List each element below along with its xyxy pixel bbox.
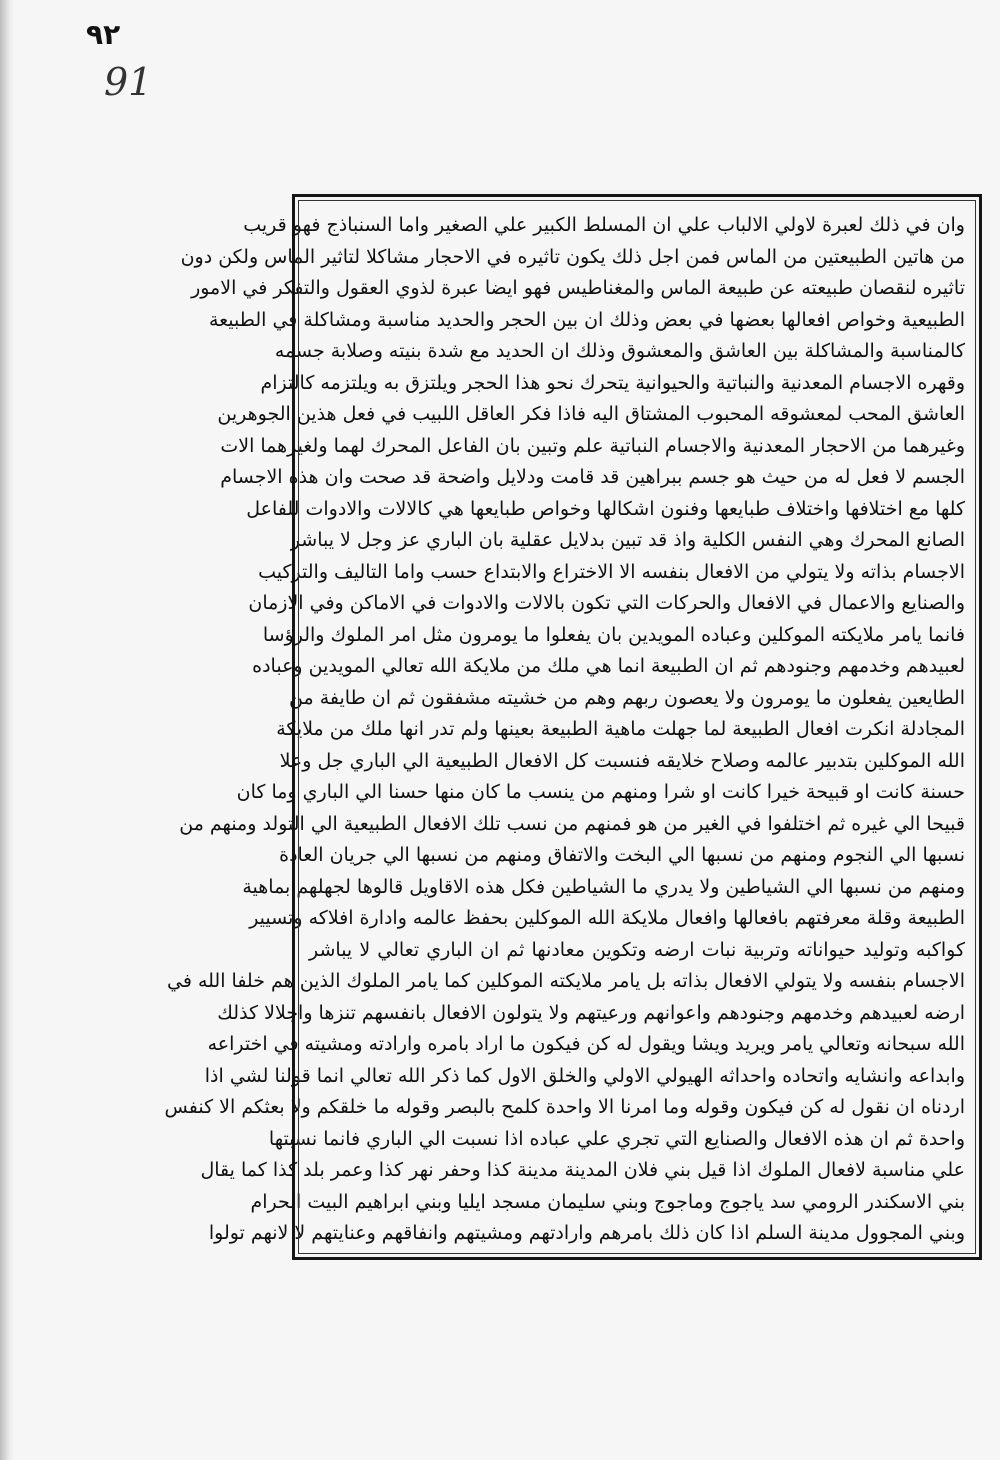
text-line-31: علي مناسبة لافعال الملوك اذا قيل بني فلان المدينة مدينة كذا وحفر نهر كذا وعمر بلد كذا كما يقال xyxy=(200,1159,965,1181)
text-line-32: بني الاسكندر الرومي سد ياجوج وماجوج وبني سليمان مسجد ايليا وبني ابراهيم البيت الحرام xyxy=(250,1190,965,1213)
text-line-13: والصنايع والاعمال في الافعال والحركات التي تكون بالالات والادوات في الاماكن وفي الازمان xyxy=(248,592,965,614)
text-line-12: الاجسام بذاته ولا يتولي من الافعال بنفسه الا الاختراع والابتداع حسب واما التاليف والتركيب xyxy=(258,560,965,583)
text-line-11: الصانع المحرك وهي النفس الكلية واذ قد تبين بدلايل عقلية بان الباري عز وجل لا يباشر xyxy=(290,529,965,551)
folio-number-latin: 91 xyxy=(104,60,153,104)
text-line-28: وابداعه وانشايه واتحاده واحداثه الهيولي الاولي والخلق الاول كما ذكر الله تعالي انما قولنا لشي اذا xyxy=(204,1064,965,1087)
text-line-22: ومنهم من نسبها الي الشياطين ولا يدري ما الشياطين فكل هذه الاقاويل قالوها لجهلهم بماهية xyxy=(242,875,965,898)
text-line-17: المجادلة انكرت افعال الطبيعة لما جهلت ماهية الطبيعة بعينها ولم تدر انها ملك من ملايكة xyxy=(276,718,965,740)
text-line-19: حسنة كانت او قبيحة خيرا كانت او شرا ومنهم من ينسب ما كان منها حسنا الي الباري وما كان xyxy=(236,781,965,803)
text-line-6: وقهره الاجسام المعدنية والنباتية والحيوانية يتحرك نحو هذا الحجر ويلتزق به ويلتزمه كالتزام xyxy=(260,371,965,394)
text-block xyxy=(164,211,965,1247)
folio-number-arabic: ٩٢ xyxy=(86,18,121,51)
text-line-9: الجسم لا فعل له من حيث هو جسم ببراهين قد قامت ودلايل واضحة قد صحت وان هذه الاجسام xyxy=(220,466,965,488)
text-line-14: فانما يامر ملايكته الموكلين وعباده المويدين بان يفعلوا ما يومرون مثل امر الملوك والرؤسا xyxy=(262,623,965,646)
text-frame xyxy=(164,194,982,1260)
text-line-7: العاشق المحب لمعشوقه المحبوب المشتاق اليه فاذا فكر العاقل اللبيب في فعل هذين الجوهرين xyxy=(217,403,965,425)
text-line-3: تاثيره لنقصان طبيعته عن طبيعة الماس والمغناطيس فهو ايضا عبرة لذوي العقول والتفكر في الامور xyxy=(191,277,965,299)
text-line-2: من هاتين الطبيعتين من الماس فمن اجل ذلك يكون تاثيره في الاحجار مشاكلا لتاثير الماس ولكن دون xyxy=(180,245,965,268)
text-line-16: الطايعين يفعلون ما يومرون ولا يعصون ربهم وهم من خشيته مشفقون ثم ان طايفة من xyxy=(289,686,965,709)
text-line-8: وغيرهما من الاحجار المعدنية والاجسام النباتية علم وتبين بان الفاعل المحرك لهما ولغيرهما الات xyxy=(220,434,965,457)
text-line-20: قبيحا الي غيره ثم اختلفوا في الغير من هو فمنهم من نسب تلك الافعال الطبيعية الي التولد ومنهم من xyxy=(179,812,965,835)
text-line-18: الله الموكلين بتدبير عالمه وصلاح خلايقه فنسبت كل الافعال الطبيعية الي الباري جل وعلا xyxy=(279,749,965,772)
text-line-10: كلها مع اختلافها واختلاف طبايعها وفنون اشكالها وخواص طبايعها هي كالالات والادوات للفاعل xyxy=(246,497,965,520)
text-line-5: كالمناسبة والمشاكلة بين العاشق والمعشوق وذلك ان الحديد مع شدة بنيته وصلابة جسمه xyxy=(274,340,965,362)
text-line-23: الطبيعة وقلة معرفتهم بافعالها وافعال ملايكة الله الموكلين بحفظ عالمه وادارة افلاكه وتسيير xyxy=(249,907,965,929)
text-line-21: نسبها الي النجوم ومنهم من نسبها الي البخت والاتفاق ومنهم من نسبها الي جريان العادة xyxy=(279,844,965,866)
text-line-26: ارضه لعبيدهم وخدمهم وجنودهم واعوانهم ورعيتهم ولا يتولون الافعال بانفسهم تنزها واجلالا كذلك xyxy=(217,1001,965,1024)
text-line-27: الله سبحانه وتعالي يامر ويريد ويشا ويقول له كن فيكون ما اراد بامره وارادته ومشيته في اختراعه xyxy=(207,1033,965,1055)
text-line-30: واحدة ثم ان هذه الافعال والصنايع التي تجري علي عباده اذا نسبت الي الباري فانما نسبتها xyxy=(268,1127,965,1150)
text-line-15: لعبيدهم وخدمهم وجنودهم ثم ان الطبيعة انما هي ملك من ملايكة الله تعالي المويدين وعباده xyxy=(252,655,965,677)
text-line-25: الاجسام بنفسه ولا يتولي الافعال بذاته بل يامر ملايكته الموكلين كما يامر الملوك الذين هم خلفا الله في xyxy=(166,970,965,992)
text-line-1: وان في ذلك لعبرة لاولي الالباب علي ان المسلط الكبير علي الصغير واما السنباذج فهو قريب xyxy=(243,214,965,236)
text-line-33: وبني المجوول مدينة السلم اذا كان ذلك بامرهم وارادتهم ومشيتهم وانفاقهم وعنايتهم لا لانهم تولوا xyxy=(208,1222,965,1244)
text-line-4: الطبيعية وخواص افعالها بعضها في بعض وذلك ان بين الحجر والحديد مناسبة ومشاكلة في الطبيعة xyxy=(208,308,965,331)
text-line-29: اردناه ان نقول له كن فيكون وقوله وما امرنا الا واحدة كلمح بالبصر وقوله ما خلقكم ولا بعثكم الا كنفس xyxy=(164,1096,965,1118)
text-line-24: كواكبه وتوليد حيواناته وتربية نبات ارضه وتكوين معادنها ثم ان الباري تعالي لا يباشر xyxy=(309,938,965,961)
